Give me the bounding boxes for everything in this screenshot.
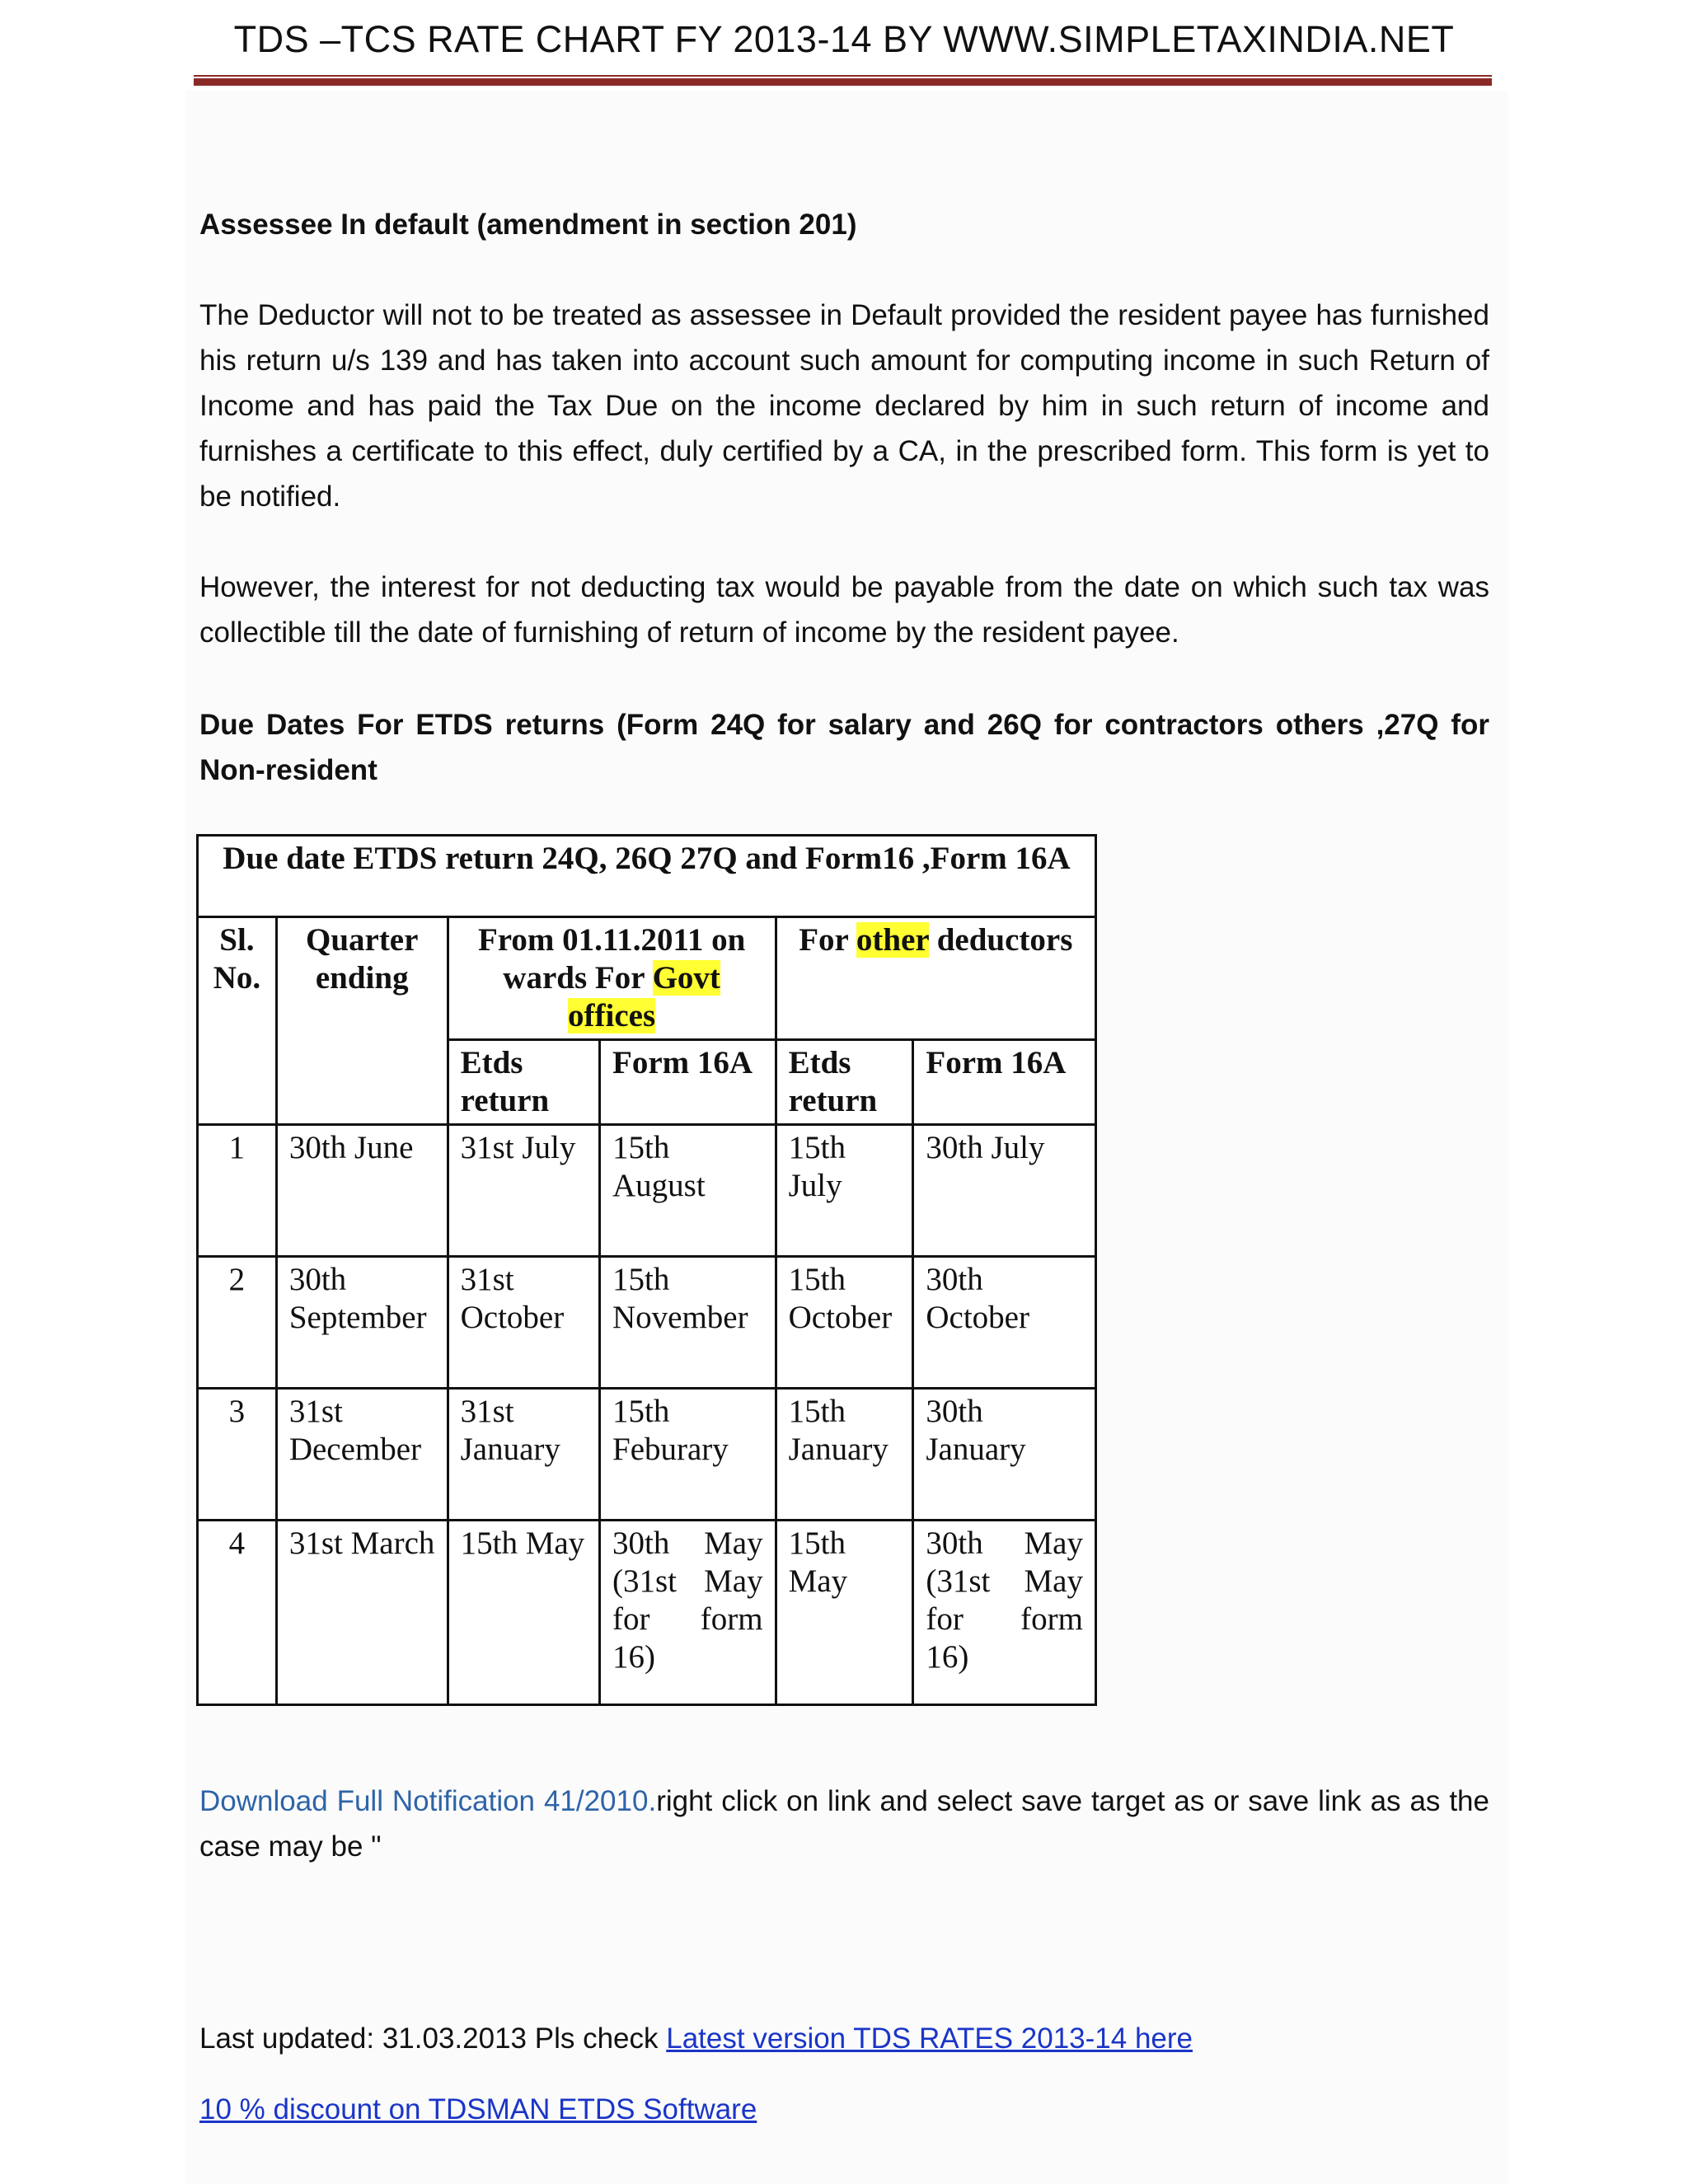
table-row <box>198 1257 1096 1389</box>
cell-sl: 2 <box>198 1257 277 1389</box>
subheader-govt-etds-return: Etds return <box>448 1040 599 1125</box>
cell-other-16a: 30th January <box>913 1389 1096 1521</box>
column-header-sl-no: Sl. No. <box>198 917 277 1125</box>
cell-other-etds: 15th January <box>776 1389 913 1521</box>
latest-version-link[interactable]: Latest version TDS RATES 2013-14 here <box>666 2022 1193 2055</box>
subheader-govt-form-16a: Form 16A <box>600 1040 776 1125</box>
cell-govt-etds: 15th May <box>448 1521 599 1705</box>
table-header-row <box>198 917 1096 1040</box>
column-header-other-deductors: For other deductors <box>776 917 1095 1040</box>
govt-header-text: From 01.11.2011 on wards For <box>477 922 746 996</box>
subheader-other-form-16a: Form 16A <box>913 1040 1096 1125</box>
cell-govt-etds: 31st January <box>448 1389 599 1521</box>
discount-line <box>199 2093 1489 2126</box>
column-header-govt-offices <box>448 917 776 1040</box>
last-updated-text: Last updated: 31.03.2013 Pls check <box>199 2022 667 2055</box>
table-title: Due date ETDS return 24Q, 26Q 27Q and Form16 ,Form 16A <box>198 836 1096 917</box>
cell-govt-16a: 15th November <box>600 1257 776 1389</box>
cell-other-16a: 30th July <box>913 1125 1096 1257</box>
last-updated-line <box>199 2022 1489 2055</box>
cell-govt-16a: 15th August <box>600 1125 776 1257</box>
page-header-title: TDS –TCS RATE CHART FY 2013-14 BY WWW.SIMPLETAXINDIA.NET <box>233 18 1455 60</box>
table-row <box>198 1521 1096 1705</box>
download-notification-link[interactable]: Download Full Notification 41/2010. <box>199 1785 657 1817</box>
cell-sl: 4 <box>198 1521 277 1705</box>
table-row <box>198 1389 1096 1521</box>
cell-quarter: 31st December <box>276 1389 448 1521</box>
header-rule-thin <box>194 75 1492 77</box>
cell-quarter: 30th September <box>276 1257 448 1389</box>
other-highlight: other <box>856 922 929 958</box>
cell-other-16a: 30th May (31st May for form 16) <box>913 1521 1096 1705</box>
table-title-row <box>198 836 1096 917</box>
cell-govt-etds: 31st July <box>448 1125 599 1257</box>
cell-govt-16a: 30th May (31st May for form 16) <box>600 1521 776 1705</box>
cell-other-etds: 15th May <box>776 1521 913 1705</box>
etds-due-date-table <box>196 834 1097 1706</box>
paragraph-deductor-default: The Deductor will not to be treated as assessee in Default provided the resident payee has furnished his return u/s 139 and has taken into account such amount for computing income in such Return of Income and has paid the Tax Due on the income declared by him in such return of income and furnishes a certificate to this effect, duly certified by a CA, in the prescribed form. This form is yet to be notified. <box>199 299 1489 513</box>
offices-highlight: offices <box>568 998 656 1033</box>
cell-govt-etds: 31st October <box>448 1257 599 1389</box>
download-instruction-text: right click on link and select save target as or save link as as the case may be " <box>199 1785 1489 1863</box>
cell-quarter: 31st March <box>276 1521 448 1705</box>
download-paragraph <box>199 1779 1489 1869</box>
header-rule <box>194 78 1492 86</box>
govt-highlight: Govt <box>652 960 720 996</box>
section-heading-due-dates: Due Dates For ETDS returns (Form 24Q for salary and 26Q for contractors others ,27Q for Non-resident <box>199 709 1489 786</box>
tdsman-discount-link[interactable]: 10 % discount on TDSMAN ETDS Software <box>199 2093 757 2125</box>
table-row <box>198 1125 1096 1257</box>
paragraph-interest: However, the interest for not deducting tax would be payable from the date on which such tax was collectible till the date of furnishing of return of income by the resident payee. <box>199 571 1489 649</box>
cell-other-etds: 15th October <box>776 1257 913 1389</box>
cell-sl: 1 <box>198 1125 277 1257</box>
column-header-quarter-ending: Quarter ending <box>276 917 448 1125</box>
cell-quarter: 30th June <box>276 1125 448 1257</box>
cell-govt-16a: 15th Feburary <box>600 1389 776 1521</box>
cell-other-16a: 30th October <box>913 1257 1096 1389</box>
cell-sl: 3 <box>198 1389 277 1521</box>
subheader-other-etds-return: Etds return <box>776 1040 913 1125</box>
cell-other-etds: 15th July <box>776 1125 913 1257</box>
section-heading-assessee-default: Assessee In default (amendment in section 201) <box>199 209 857 241</box>
